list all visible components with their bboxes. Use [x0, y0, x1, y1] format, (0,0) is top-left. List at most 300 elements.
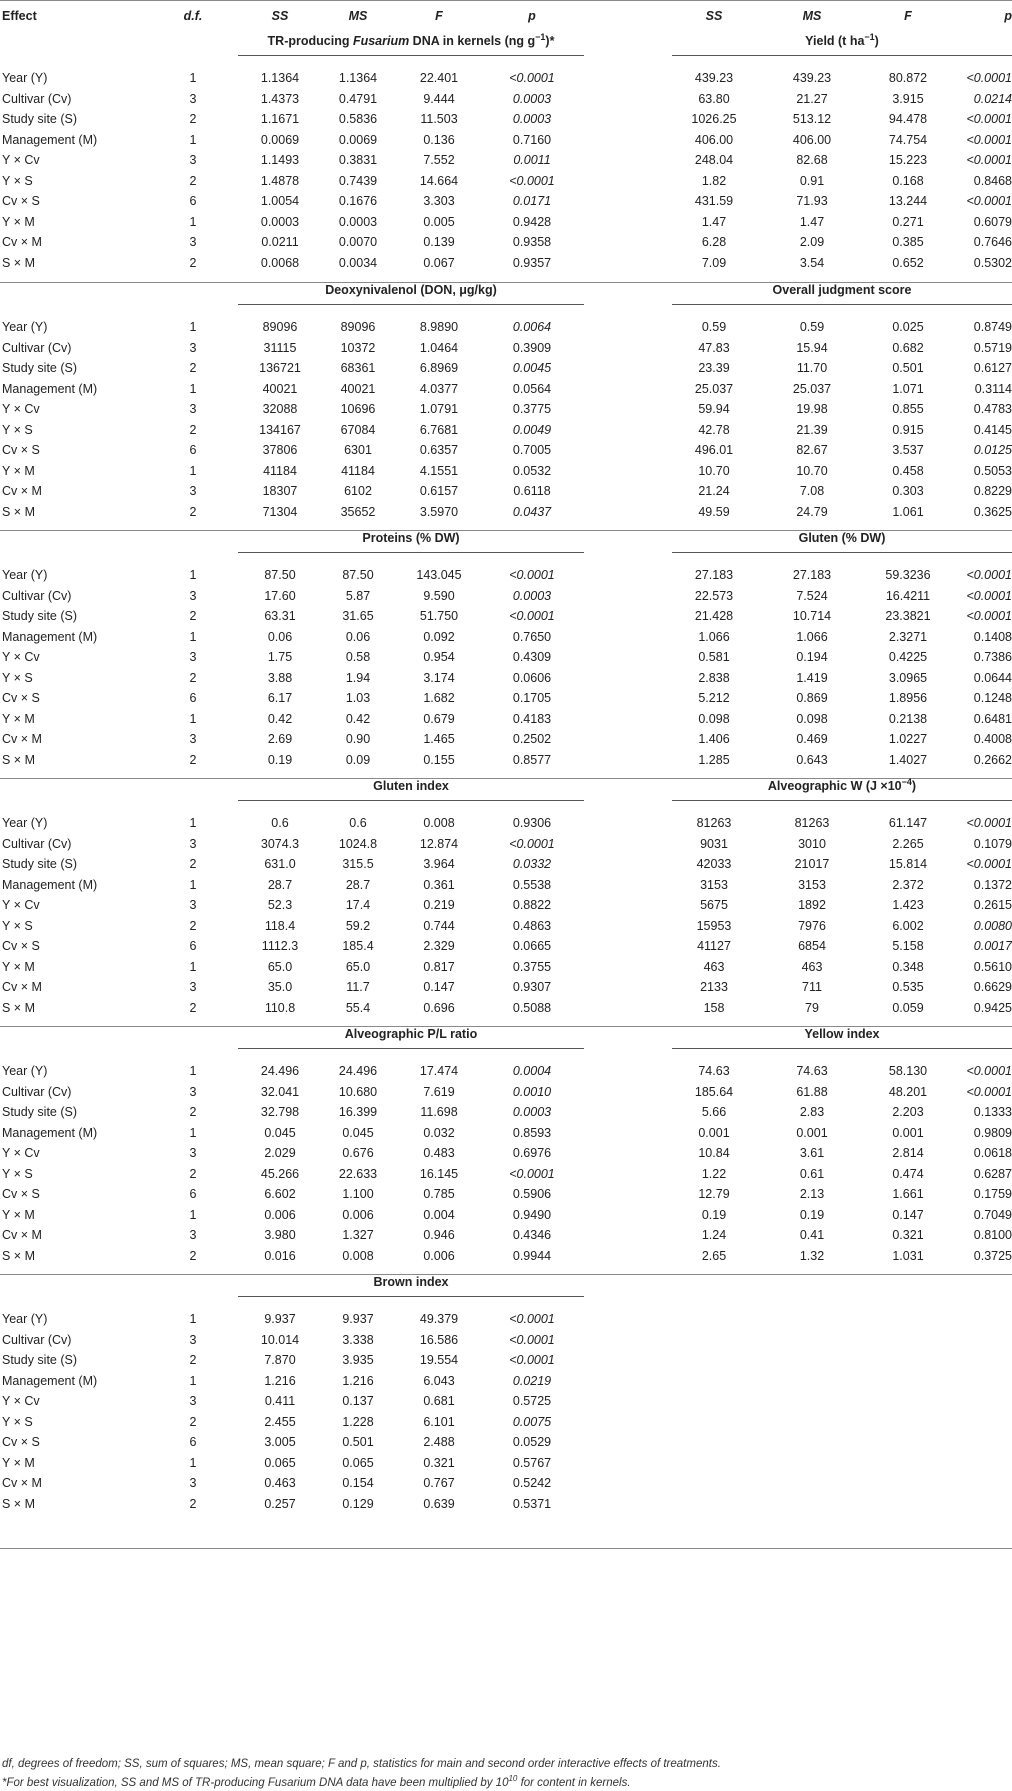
right-title-2	[672, 525, 1012, 551]
right-p-value: 0.6287	[973, 1166, 1012, 1181]
left-f-value: 0.321	[423, 1455, 455, 1470]
right-ms-value: 7976	[798, 918, 826, 933]
df-value: 6	[189, 691, 197, 705]
effect-label: Y × S	[2, 173, 33, 188]
right-f-value: 80.872	[888, 71, 928, 85]
left-p-value: 0.7005	[512, 443, 552, 457]
left-ms-value: 16.399	[338, 1105, 378, 1119]
right-p-value: 0.1759	[973, 1187, 1012, 1201]
right-f-value: 1.0227	[888, 732, 928, 746]
left-ms-value: 3.935	[342, 1353, 374, 1367]
left-title-5	[238, 1269, 584, 1295]
right-ss-value: 431.59	[694, 194, 734, 208]
df-value: 2	[189, 112, 197, 126]
left-ss-value: 71304	[262, 504, 298, 519]
right-ss-value: 439.23	[694, 71, 734, 85]
group-title-text: Yellow index	[804, 1027, 880, 1041]
right-f-value: 1.4027	[888, 752, 928, 767]
left-p-value: 0.0075	[512, 1414, 552, 1429]
left-f-value: 1.0464	[419, 340, 459, 355]
left-ss-value: 3074.3	[260, 836, 300, 851]
right-ss-value: 1.82	[701, 173, 727, 188]
left-p-value: <0.0001	[509, 173, 555, 188]
left-ms-value: 0.5836	[338, 112, 378, 126]
left-ss-value: 3.005	[264, 1435, 296, 1449]
right-ss-value: 27.183	[694, 568, 734, 582]
group-title-superscript: −4	[901, 776, 912, 787]
effect-label: Cv × M	[2, 235, 42, 249]
df-value: 3	[189, 588, 197, 603]
right-ss-value: 0.581	[698, 650, 730, 664]
left-p-value: 0.0171	[512, 194, 552, 208]
left-f-value: 6.043	[423, 1373, 455, 1388]
left-ss-value: 45.266	[260, 1166, 300, 1181]
group-title-text: Alveographic W (J ×10	[767, 779, 902, 793]
right-p-value: 0.8749	[973, 320, 1012, 334]
df-value: 1	[189, 1064, 197, 1078]
table-row	[0, 749, 1012, 772]
df-value: 3	[189, 732, 197, 746]
df-value: 3	[189, 153, 197, 167]
left-ss-value: 1.1364	[260, 71, 300, 85]
right-p-value: 0.5610	[973, 959, 1012, 974]
df-value: 3	[189, 650, 197, 664]
df-value: 1	[189, 463, 197, 478]
right-ms-value: 71.93	[796, 194, 828, 208]
df-value: 1	[189, 214, 197, 229]
df-value: 1	[189, 320, 197, 334]
right-f-value: 0.303	[892, 484, 924, 498]
right-p-value: 0.5053	[973, 463, 1012, 478]
right-p-value: 0.1333	[973, 1105, 1012, 1119]
right-f-value: 0.682	[892, 340, 924, 355]
left-ms-value: 11.7	[346, 980, 370, 994]
left-f-value: 11.698	[420, 1105, 458, 1119]
effect-label: S × M	[2, 1248, 35, 1263]
group-underline-right	[672, 552, 1012, 553]
group-title-text: Gluten index	[373, 779, 449, 793]
left-ms-value: 0.154	[342, 1476, 374, 1490]
right-f-value: 1.071	[892, 381, 924, 396]
header-f-left: F	[435, 9, 443, 23]
group-underline-right	[672, 304, 1012, 305]
effect-label: Study site (S)	[2, 1353, 78, 1367]
right-ss-value: 41127	[697, 939, 731, 953]
right-ss-value: 9031	[700, 836, 728, 851]
left-f-value: 0.681	[423, 1394, 455, 1408]
right-p-value: 0.5719	[973, 340, 1012, 355]
table-row	[0, 1245, 1012, 1268]
footnote-scaling-exponent: 10	[508, 1774, 518, 1783]
effect-label: Study site (S)	[2, 112, 78, 126]
right-ss-value: 406.00	[694, 132, 734, 147]
left-f-value: 1.465	[423, 732, 455, 746]
effect-label: Cultivar (Cv)	[2, 1332, 72, 1347]
left-ms-value: 10.680	[338, 1084, 378, 1099]
right-title-3	[672, 773, 1012, 799]
left-ms-value: 28.7	[345, 877, 371, 892]
right-ms-value: 24.79	[796, 504, 828, 519]
group-title-text: Alveographic P/L ratio	[344, 1027, 478, 1041]
right-p-value: 0.7386	[973, 650, 1012, 664]
effect-label: Cultivar (Cv)	[2, 1084, 72, 1099]
left-f-value: 0.817	[423, 959, 455, 974]
effect-label: Cv × S	[2, 1187, 40, 1201]
left-title-4	[238, 1021, 584, 1047]
group-title-text: TR-producing	[267, 34, 353, 48]
left-f-value: 2.488	[423, 1435, 455, 1449]
left-ss-value: 0.463	[264, 1476, 296, 1490]
left-p-value: 0.0665	[512, 939, 552, 953]
effect-label: Cv × S	[2, 691, 40, 705]
right-ms-value: 0.001	[796, 1125, 828, 1140]
df-value: 1	[189, 711, 197, 726]
effect-label: S × M	[2, 504, 35, 519]
right-ms-value: 10.714	[792, 609, 832, 623]
right-f-value: 13.244	[888, 194, 928, 208]
left-ss-value: 2.455	[264, 1414, 296, 1429]
effect-label: Cv × M	[2, 732, 42, 746]
right-f-value: 0.385	[892, 235, 924, 249]
right-p-value: <0.0001	[966, 112, 1012, 126]
right-ms-value: 3.54	[799, 255, 825, 270]
left-ss-value: 631.0	[264, 857, 296, 871]
right-ss-value: 12.79	[698, 1187, 730, 1201]
left-f-value: 1.0791	[419, 402, 459, 416]
left-ms-value: 89096	[340, 320, 376, 334]
left-f-value: 0.136	[423, 132, 455, 147]
right-ms-value: 0.19	[799, 1207, 825, 1222]
left-f-value: 1.682	[423, 691, 455, 705]
left-ms-value: 0.42	[345, 711, 371, 726]
left-ss-value: 9.937	[264, 1312, 296, 1326]
left-ms-value: 31.65	[342, 609, 374, 623]
df-value: 1	[189, 1373, 197, 1388]
left-ss-value: 87.50	[264, 568, 296, 582]
left-p-value: 0.7160	[512, 132, 552, 147]
df-value: 1	[189, 1207, 197, 1222]
effect-label: Year (Y)	[2, 1064, 48, 1078]
left-f-value: 0.744	[423, 918, 455, 933]
right-f-value: 3.0965	[888, 670, 928, 685]
left-ss-value: 24.496	[260, 1064, 300, 1078]
right-p-value: 0.0214	[973, 91, 1012, 106]
right-p-value: <0.0001	[966, 857, 1012, 871]
right-p-value: 0.1372	[973, 877, 1012, 892]
footnote-abbreviations: df, degrees of freedom; SS, sum of squares; MS, mean square; F and p, statistics for main and second order interactive effects of treatments.	[2, 1758, 721, 1770]
left-ms-value: 0.008	[342, 1248, 374, 1263]
left-ss-value: 134167	[259, 422, 301, 437]
right-ms-value: 6854	[798, 939, 826, 953]
left-f-value: 49.379	[419, 1312, 459, 1326]
right-ss-value: 15953	[696, 918, 732, 933]
left-p-value: <0.0001	[509, 568, 555, 582]
df-value: 3	[189, 340, 197, 355]
effect-label: Y × S	[2, 1414, 33, 1429]
table-row	[0, 501, 1012, 524]
left-f-value: 8.9890	[419, 320, 459, 334]
effect-label: Cultivar (Cv)	[2, 836, 72, 851]
right-f-value: 0.147	[892, 1207, 924, 1222]
right-ss-value: 5675	[700, 898, 728, 912]
left-f-value: 9.590	[423, 588, 455, 603]
df-value: 1	[189, 1125, 197, 1140]
table-row	[0, 1493, 1012, 1516]
effect-label: Year (Y)	[2, 568, 48, 582]
left-f-value: 0.032	[423, 1125, 455, 1140]
left-p-value: 0.5088	[512, 1000, 552, 1015]
right-ms-value: 7.08	[799, 484, 825, 498]
left-p-value: 0.6976	[512, 1146, 552, 1160]
right-ms-value: 15.94	[796, 340, 828, 355]
left-ms-value: 6301	[344, 443, 372, 457]
left-ss-value: 31115	[263, 340, 297, 355]
right-p-value: 0.0125	[973, 443, 1012, 457]
left-f-value: 0.004	[423, 1207, 455, 1222]
right-ss-value: 63.80	[698, 91, 730, 106]
left-ms-value: 5.87	[345, 588, 371, 603]
right-ss-value: 22.573	[694, 588, 734, 603]
left-p-value: 0.2502	[512, 732, 552, 746]
df-value: 2	[189, 504, 197, 519]
right-p-value: <0.0001	[966, 194, 1012, 208]
left-f-value: 51.750	[419, 609, 459, 623]
right-f-value: 74.754	[888, 132, 928, 147]
right-ms-value: 3010	[798, 836, 826, 851]
right-f-value: 59.3236	[885, 568, 931, 582]
right-ms-value: 1.066	[796, 629, 828, 644]
footnote-scaling-end: for content in kernels.	[517, 1776, 631, 1789]
left-ms-value: 315.5	[342, 857, 374, 871]
left-p-value: <0.0001	[509, 609, 555, 623]
effect-label: Study site (S)	[2, 857, 78, 871]
right-ms-value: 7.524	[796, 588, 828, 603]
header-ss-left: SS	[271, 9, 289, 23]
right-p-value: <0.0001	[966, 568, 1012, 582]
df-value: 1	[189, 71, 197, 85]
left-p-value: 0.4183	[512, 711, 552, 726]
left-p-value: <0.0001	[509, 1332, 555, 1347]
header-p-right: p	[1004, 9, 1012, 23]
header-f-right: F	[904, 9, 912, 23]
right-ms-value: 27.183	[792, 568, 832, 582]
left-p-value: 0.9307	[512, 980, 552, 994]
right-f-value: 3.915	[892, 91, 924, 106]
df-value: 3	[189, 898, 197, 912]
left-p-value: 0.0532	[512, 463, 552, 478]
left-ss-value: 65.0	[267, 959, 293, 974]
right-p-value: 0.1079	[973, 836, 1012, 851]
left-ms-value: 17.4	[345, 898, 371, 912]
effect-label: Cv × S	[2, 939, 40, 953]
right-ms-value: 21.27	[796, 91, 828, 106]
right-ms-value: 0.91	[799, 173, 825, 188]
effect-label: Y × M	[2, 214, 35, 229]
right-f-value: 0.2138	[888, 711, 928, 726]
left-ms-value: 22.633	[338, 1166, 378, 1181]
effect-label: Y × M	[2, 711, 35, 726]
right-f-value: 61.147	[888, 816, 928, 830]
df-value: 1	[189, 568, 197, 582]
right-ms-value: 1.32	[799, 1248, 825, 1263]
effect-label: Y × M	[2, 959, 35, 974]
left-title-3	[238, 773, 584, 799]
left-f-value: 16.145	[419, 1166, 459, 1181]
right-f-value: 0.855	[892, 402, 924, 416]
effect-label: Y × M	[2, 463, 35, 478]
right-p-value: 0.3625	[973, 504, 1012, 519]
left-ss-value: 2.69	[267, 732, 293, 746]
left-f-value: 0.946	[423, 1228, 455, 1242]
left-f-value: 4.0377	[419, 381, 459, 396]
left-f-value: 2.329	[423, 939, 455, 953]
left-p-value: <0.0001	[509, 1312, 555, 1326]
right-ss-value: 1.24	[701, 1228, 727, 1242]
right-p-value: 0.0618	[973, 1146, 1012, 1160]
right-ss-value: 2.838	[698, 670, 730, 685]
right-ss-value: 49.59	[698, 504, 730, 519]
right-p-value: <0.0001	[966, 1084, 1012, 1099]
left-f-value: 0.219	[423, 898, 455, 912]
df-value: 2	[189, 1105, 197, 1119]
effect-label: Cv × M	[2, 1476, 42, 1490]
left-ss-value: 0.42	[267, 711, 293, 726]
footnote-scaling-text: *For best visualization, SS and MS of TR-producing Fusarium DNA data have been multiplied by 10	[2, 1776, 509, 1789]
right-ss-value: 1.406	[698, 732, 730, 746]
left-p-value: 0.8577	[512, 752, 552, 767]
right-p-value: <0.0001	[966, 71, 1012, 85]
table-row	[0, 252, 1012, 275]
df-value: 2	[189, 670, 197, 685]
right-ms-value: 439.23	[792, 71, 832, 85]
left-f-value: 9.444	[423, 91, 455, 106]
df-value: 1	[189, 959, 197, 974]
right-f-value: 48.201	[888, 1084, 928, 1099]
left-ss-value: 0.411	[264, 1394, 296, 1408]
df-value: 3	[189, 1332, 197, 1347]
right-f-value: 0.168	[892, 173, 924, 188]
right-ss-value: 496.01	[694, 443, 734, 457]
right-ss-value: 6.28	[701, 235, 727, 249]
df-value: 1	[189, 1312, 197, 1326]
effect-label: Year (Y)	[2, 1312, 48, 1326]
left-p-value: 0.0332	[512, 857, 552, 871]
left-f-value: 0.147	[423, 980, 455, 994]
left-ss-value: 1.75	[267, 650, 293, 664]
df-value: 1	[189, 132, 197, 147]
df-value: 1	[189, 1455, 197, 1470]
left-f-value: 3.174	[423, 670, 455, 685]
right-ms-value: 79	[805, 1000, 819, 1015]
left-ms-value: 0.676	[342, 1146, 374, 1160]
right-ss-value: 463	[703, 959, 725, 974]
right-ss-value: 47.83	[698, 340, 730, 355]
left-ss-value: 40021	[262, 381, 298, 396]
left-f-value: 0.139	[423, 235, 455, 249]
right-ms-value: 25.037	[792, 381, 832, 396]
group-underline-left	[238, 55, 584, 56]
left-ms-value: 0.4791	[338, 91, 378, 106]
right-ms-value: 2.09	[799, 235, 825, 249]
right-ss-value: 21.24	[698, 484, 730, 498]
group-title-text: Brown index	[373, 1275, 449, 1289]
left-f-value: 0.006	[423, 1248, 455, 1263]
df-value: 3	[189, 91, 197, 106]
right-ms-value: 61.88	[796, 1084, 828, 1099]
left-f-value: 0.954	[423, 650, 455, 664]
effect-label: Cv × M	[2, 1228, 42, 1242]
left-f-value: 0.483	[423, 1146, 455, 1160]
left-f-value: 0.092	[423, 629, 455, 644]
left-p-value: 0.0606	[512, 670, 552, 685]
df-value: 2	[189, 361, 197, 375]
right-p-value: 0.4145	[973, 422, 1012, 437]
right-ss-value: 25.037	[694, 381, 734, 396]
right-p-value: 0.4008	[973, 732, 1012, 746]
left-ss-value: 1.0054	[260, 194, 300, 208]
left-f-value: 16.586	[419, 1332, 459, 1347]
right-p-value: 0.1248	[973, 691, 1012, 705]
group-underline-left	[238, 552, 584, 553]
effect-label: Management (M)	[2, 132, 98, 147]
df-value: 6	[189, 443, 197, 457]
header-ms-right: MS	[802, 9, 822, 23]
right-p-value: 0.3725	[973, 1248, 1012, 1263]
df-value: 2	[189, 1248, 197, 1263]
left-ss-value: 0.0069	[260, 132, 300, 147]
left-ms-value: 59.2	[345, 918, 371, 933]
right-ss-value: 10.84	[698, 1146, 730, 1160]
left-f-value: 0.6357	[419, 443, 459, 457]
left-ss-value: 17.60	[264, 588, 296, 603]
group-title-end: )	[874, 34, 879, 48]
right-ms-value: 2.83	[799, 1105, 825, 1119]
left-p-value: 0.8822	[512, 898, 552, 912]
right-ms-value: 3153	[798, 877, 826, 892]
right-p-value: 0.8468	[973, 173, 1012, 188]
left-ms-value: 1.228	[342, 1414, 374, 1429]
df-value: 2	[189, 255, 197, 270]
left-f-value: 14.664	[419, 173, 459, 188]
left-p-value: 0.0045	[512, 361, 552, 375]
group-title-superscript: −1	[535, 31, 546, 42]
right-f-value: 0.501	[892, 361, 924, 375]
left-p-value: 0.4309	[512, 650, 552, 664]
right-f-value: 0.321	[892, 1228, 924, 1242]
right-p-value: 0.6079	[973, 214, 1012, 229]
effect-label: Cv × S	[2, 1435, 40, 1449]
effect-label: Y × S	[2, 670, 33, 685]
left-ms-value: 0.0070	[338, 235, 378, 249]
df-value: 3	[189, 1084, 197, 1099]
left-p-value: 0.0049	[512, 422, 552, 437]
right-ms-value: 513.12	[792, 112, 832, 126]
left-ms-value: 0.58	[345, 650, 371, 664]
left-ms-value: 0.0003	[338, 214, 378, 229]
right-ms-value: 0.643	[796, 752, 828, 767]
right-ms-value: 21.39	[796, 422, 828, 437]
left-ms-value: 1.1364	[338, 71, 378, 85]
right-ss-value: 1.47	[701, 214, 727, 229]
left-ss-value: 32088	[262, 402, 298, 416]
right-p-value: 0.4783	[973, 402, 1012, 416]
left-ss-value: 32.798	[260, 1105, 300, 1119]
right-f-value: 0.915	[892, 422, 924, 437]
df-value: 2	[189, 1166, 197, 1181]
left-ss-value: 0.006	[264, 1207, 296, 1222]
right-p-value: 0.9809	[973, 1125, 1012, 1140]
left-ss-value: 0.0003	[260, 214, 300, 229]
